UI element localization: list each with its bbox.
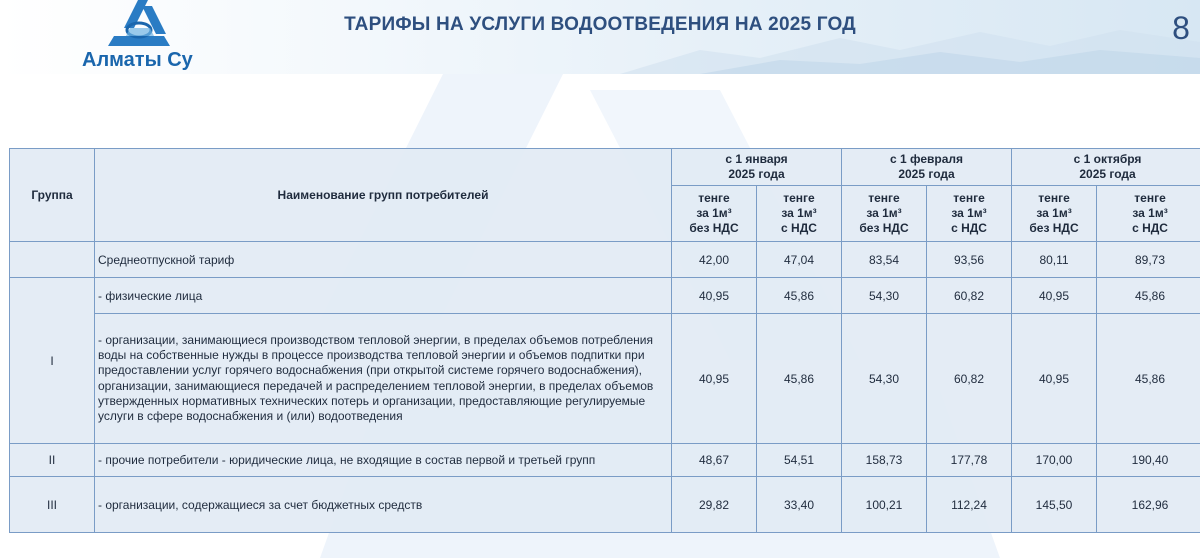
value-cell: 42,00 bbox=[672, 242, 757, 278]
unit-vat: без НДС bbox=[859, 221, 909, 235]
sub-no-vat bbox=[1012, 186, 1097, 242]
value-cell: 45,86 bbox=[1097, 278, 1200, 314]
value-cell: 89,73 bbox=[1097, 242, 1200, 278]
period-january bbox=[672, 149, 842, 186]
table-row bbox=[10, 242, 1200, 278]
header bbox=[0, 0, 1200, 74]
header-row-periods bbox=[10, 149, 1200, 186]
value-cell: 45,86 bbox=[757, 314, 842, 444]
sub-no-vat bbox=[672, 186, 757, 242]
unit-volume: за 1м³ bbox=[1036, 206, 1072, 220]
logo-text: Алматы Су bbox=[82, 49, 193, 71]
tariffs-table bbox=[9, 148, 1200, 533]
consumer-name: - организации, содержащиеся за счет бюджетных средств bbox=[95, 477, 672, 533]
sub-vat bbox=[927, 186, 1012, 242]
value-cell: 54,51 bbox=[757, 444, 842, 477]
unit-volume: за 1м³ bbox=[951, 206, 987, 220]
value-cell: 45,86 bbox=[1097, 314, 1200, 444]
value-cell: 54,30 bbox=[842, 278, 927, 314]
unit-volume: за 1м³ bbox=[781, 206, 817, 220]
unit-vat: с НДС bbox=[781, 221, 817, 235]
header-name bbox=[95, 149, 672, 242]
value-cell: 190,40 bbox=[1097, 444, 1200, 477]
header-group bbox=[10, 149, 95, 242]
value-cell: 158,73 bbox=[842, 444, 927, 477]
unit-currency: тенге bbox=[698, 191, 730, 205]
page-number: 8 bbox=[1172, 10, 1190, 46]
group-cell: II bbox=[10, 444, 95, 477]
period-label: с 1 января bbox=[725, 152, 788, 166]
unit-currency: тенге bbox=[868, 191, 900, 205]
value-cell: 60,82 bbox=[927, 278, 1012, 314]
value-cell: 177,78 bbox=[927, 444, 1012, 477]
consumer-name: - прочие потребители - юридические лица, не входящие в состав первой и третьей групп bbox=[95, 444, 672, 477]
page-title: ТАРИФЫ НА УСЛУГИ ВОДООТВЕДЕНИЯ НА 2025 ГОД bbox=[344, 14, 856, 35]
period-february bbox=[842, 149, 1012, 186]
value-cell: 170,00 bbox=[1012, 444, 1097, 477]
period-year: 2025 года bbox=[728, 167, 785, 181]
unit-vat: с НДС bbox=[951, 221, 987, 235]
header-group-label: Группа bbox=[31, 187, 73, 202]
unit-volume: за 1м³ bbox=[1132, 206, 1168, 220]
value-cell: 29,82 bbox=[672, 477, 757, 533]
period-label: с 1 февраля bbox=[889, 152, 964, 166]
unit-volume: за 1м³ bbox=[696, 206, 732, 220]
value-cell: 93,56 bbox=[927, 242, 1012, 278]
unit-vat: без НДС bbox=[1029, 221, 1079, 235]
value-cell: 40,95 bbox=[672, 314, 757, 444]
consumer-name: - организации, занимающиеся производством тепловой энергии, в пределах объемов потребления воды на собственные нужды в процессе производства тепловой энергии и объемов подпитки при предоставлении услуг горячего водоснабжения (при открытой системе горячего водоснабжения), организации, занимающиеся передачей и распределением тепловой энергии, в пределах объемов утвержденных нормативных технических потерь и организации, предоставляющие регулируемые услуги в сфере водоснабжения и (или) водоотведения bbox=[95, 314, 672, 444]
value-cell: 112,24 bbox=[927, 477, 1012, 533]
value-cell: 60,82 bbox=[927, 314, 1012, 444]
value-cell: 33,40 bbox=[757, 477, 842, 533]
value-cell: 47,04 bbox=[757, 242, 842, 278]
value-cell: 54,30 bbox=[842, 314, 927, 444]
table-row bbox=[10, 444, 1200, 477]
value-cell: 40,95 bbox=[1012, 278, 1097, 314]
group-cell: I bbox=[10, 278, 95, 444]
value-cell: 48,67 bbox=[672, 444, 757, 477]
consumer-name: - физические лица bbox=[95, 278, 672, 314]
unit-volume: за 1м³ bbox=[866, 206, 902, 220]
unit-currency: тенге bbox=[783, 191, 815, 205]
value-cell: 45,86 bbox=[757, 278, 842, 314]
unit-vat: без НДС bbox=[689, 221, 739, 235]
value-cell: 83,54 bbox=[842, 242, 927, 278]
value-cell: 40,95 bbox=[672, 278, 757, 314]
value-cell: 145,50 bbox=[1012, 477, 1097, 533]
company-logo bbox=[82, 0, 202, 74]
consumer-name: Среднеотпускной тариф bbox=[95, 242, 672, 278]
logo-mark-icon bbox=[108, 0, 170, 48]
header-name-label: Наименование групп потребителей bbox=[277, 187, 489, 202]
period-year: 2025 года bbox=[898, 167, 955, 181]
value-cell: 40,95 bbox=[1012, 314, 1097, 444]
unit-currency: тенге bbox=[1038, 191, 1070, 205]
unit-currency: тенге bbox=[1134, 191, 1166, 205]
table-row bbox=[10, 314, 1200, 444]
sub-no-vat bbox=[842, 186, 927, 242]
table-row bbox=[10, 477, 1200, 533]
group-cell bbox=[10, 242, 95, 278]
table-row bbox=[10, 278, 1200, 314]
period-year: 2025 года bbox=[1079, 167, 1136, 181]
sub-vat bbox=[1097, 186, 1200, 242]
period-october bbox=[1012, 149, 1200, 186]
value-cell: 80,11 bbox=[1012, 242, 1097, 278]
value-cell: 100,21 bbox=[842, 477, 927, 533]
group-cell: III bbox=[10, 477, 95, 533]
value-cell: 162,96 bbox=[1097, 477, 1200, 533]
sub-vat bbox=[757, 186, 842, 242]
unit-vat: с НДС bbox=[1132, 221, 1168, 235]
period-label: с 1 октября bbox=[1073, 152, 1142, 166]
unit-currency: тенге bbox=[953, 191, 985, 205]
